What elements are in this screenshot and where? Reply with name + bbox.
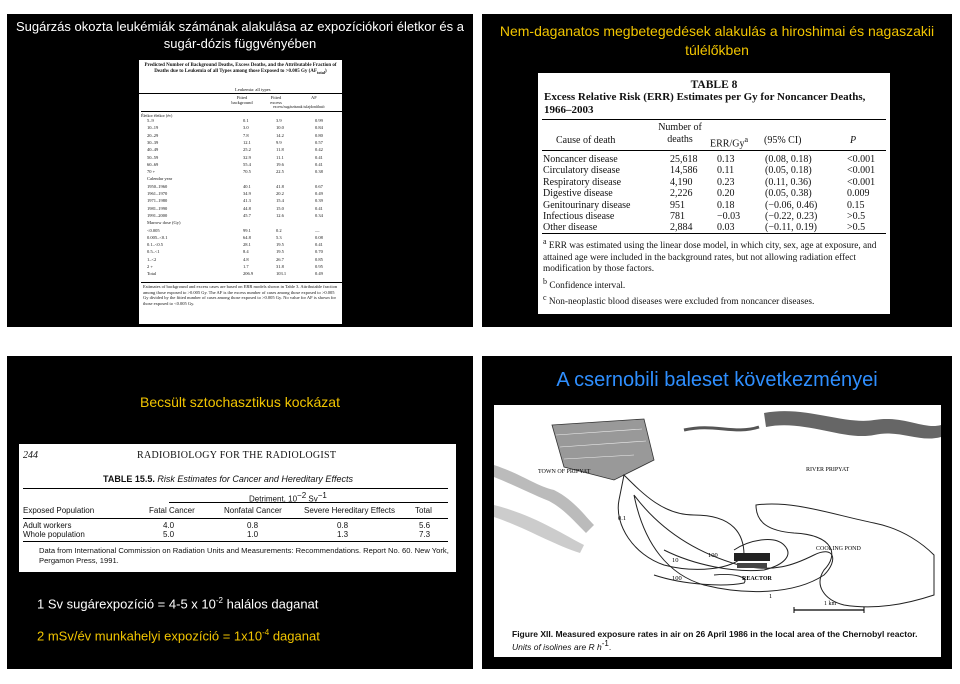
cell-cause: Noncancer disease	[543, 154, 618, 165]
label-river: RIVER PRIPYAT	[806, 467, 850, 473]
table-row	[143, 213, 338, 219]
cell-label: 60–69	[147, 161, 159, 167]
cell-b: 22.5	[276, 169, 284, 175]
cell-c: 0.38	[315, 169, 323, 175]
hdr-err: ERR/Gy$^a$	[710, 135, 749, 150]
slide-title: Becsült sztochasztikus kockázat	[140, 394, 340, 410]
cell-c: 0.70	[315, 249, 323, 255]
cell-b: 19.5	[276, 242, 284, 248]
chernobyl-map-image	[494, 405, 941, 657]
cell-a: 8.4	[243, 249, 249, 255]
running-title: RADIOBIOLOGY FOR THE RADIOLOGIST	[137, 450, 337, 461]
label-town: TOWN OF PRIPYAT	[538, 469, 591, 475]
table-caption: Predicted Number of Background Deaths, Excess Deaths, and the Attributable Fraction of Deaths due to Leukemia of all Types among those Exposed to >0.005 Gy $(AF_{total})$	[144, 63, 337, 75]
cell-label: 1–<2	[147, 256, 157, 262]
cell-label: Marrow dose (Gy)	[147, 220, 181, 226]
cell-a: 55.4	[243, 161, 251, 167]
table-row	[143, 249, 338, 255]
cell-err: 0.11	[717, 165, 735, 177]
cell-label: 40–49	[147, 147, 159, 153]
table-row	[143, 264, 338, 270]
cell-c: 0.49	[315, 271, 323, 277]
table-row	[143, 133, 338, 139]
table-row	[143, 176, 338, 182]
reactor-block	[734, 553, 770, 561]
cell-num: 781	[670, 211, 685, 222]
table-row	[543, 177, 885, 189]
cell-err: −0.03	[717, 211, 741, 222]
cell-err: 0.18	[717, 199, 735, 211]
iso-label-100a: 100	[708, 552, 718, 559]
cell-c: 0.95	[315, 264, 323, 269]
cell-a: 7.8	[243, 132, 249, 138]
note-c: Non-neoplastic blood diseases were excluded from noncancer diseases.	[548, 297, 815, 308]
cell-b: 10.0	[276, 125, 284, 131]
cell-c: 0.34	[315, 212, 323, 218]
cell-a: 3.0	[243, 125, 249, 131]
cell-b: 20.2	[276, 191, 284, 196]
iso-label-0.1: 0.1	[618, 515, 627, 522]
slide-title: A csernobili baleset következményei	[556, 369, 878, 391]
cell-label: Calendar year	[147, 176, 173, 182]
cell-a: 12.1	[243, 139, 251, 145]
cell-p: 0.15	[847, 199, 865, 211]
cell-label: 5–9	[147, 118, 154, 123]
cell-c: 0.41	[315, 205, 323, 211]
cell-b: 41.8	[276, 183, 284, 189]
leukemia-table-image	[139, 60, 342, 324]
cell-label: Total	[147, 271, 157, 277]
table-row	[143, 169, 338, 175]
cell-b: 0.2	[276, 227, 282, 233]
column-header: Total	[415, 506, 432, 515]
iso-label-10: 10	[672, 557, 679, 564]
cell-p: <0.001	[847, 165, 876, 177]
cell-a: 25.2	[243, 147, 251, 153]
cell-a: 4.8	[243, 256, 249, 262]
cell-pop: Adult workers	[23, 521, 72, 530]
table-row	[143, 118, 338, 124]
table-row	[143, 147, 338, 153]
cell-b: 31.8	[276, 264, 284, 269]
table-subtitle: Excess Relative Risk (ERR) Estimates per Gy for Noncancer Deaths, 1966–2003	[544, 91, 866, 116]
risk-line-fatal: 1 Sv sugárexpozíció = 4-5 x $10^{-2}$ halálos daganat	[37, 596, 319, 612]
hdr-cause: Cause of death	[556, 135, 616, 146]
label-pond: COOLING POND	[816, 546, 861, 552]
column-header: Nonfatal Cancer	[224, 506, 282, 515]
cell-b: 14.2	[276, 132, 284, 138]
cell-b: 103.1	[276, 271, 287, 277]
cell-c: 0.49	[315, 191, 323, 196]
table-row	[543, 211, 885, 223]
cell-c: 0.41	[315, 161, 323, 167]
iso-label-1: 1	[769, 593, 773, 600]
cell-err: 0.23	[717, 176, 735, 188]
col-background: Fitted background	[231, 95, 253, 105]
cell-b: 9.9	[276, 139, 282, 145]
cell-hered: 0.8	[337, 521, 349, 530]
table-row	[143, 257, 338, 263]
table-row	[143, 191, 338, 197]
cell-cause: Circulatory disease	[543, 165, 620, 177]
annotation-age: Életkor életkor (év)	[141, 113, 173, 118]
cell-label: 0.005–<0.1	[147, 234, 168, 240]
cell-nonfatal: 1.0	[247, 530, 259, 539]
hdr-p: P	[850, 135, 857, 146]
cell-err: 0.13	[717, 154, 735, 165]
cell-total: 5.6	[419, 521, 431, 530]
cell-label: 1961–1970	[147, 191, 168, 196]
cell-fatal: 4.0	[163, 521, 175, 530]
cell-a: 206.9	[243, 271, 254, 277]
cell-p: <0.001	[847, 176, 876, 188]
table-row	[543, 188, 885, 200]
cell-c: —	[315, 227, 320, 233]
cell-a: 44.8	[243, 205, 251, 211]
cell-cause: Infectious disease	[543, 211, 615, 222]
cell-a: 45.7	[243, 212, 251, 218]
cell-label: 2 +	[147, 264, 153, 269]
col-excess: Fitted excess	[270, 95, 282, 105]
table-row	[143, 198, 338, 204]
cell-a: 40.1	[243, 183, 251, 189]
cell-b: 15.4	[276, 198, 284, 204]
hdr-num-deaths: Number of deaths	[658, 122, 702, 145]
table-row	[143, 228, 338, 234]
cell-label: 0.1–<0.5	[147, 242, 164, 248]
cell-err: 0.03	[717, 222, 735, 234]
cell-label: 0.5–<1	[147, 249, 160, 255]
table-title: TABLE 15.5. Risk Estimates for Cancer and Hereditary Effects	[103, 474, 353, 484]
cell-a: 70.5	[243, 169, 251, 175]
hdr-ci: (95% CI)	[764, 135, 802, 146]
isoline-map	[494, 405, 941, 625]
col-group-label: Leukemia: all types	[235, 87, 271, 92]
cell-ci: (−0.22, 0.23)	[765, 211, 818, 222]
col-af: AF	[311, 95, 317, 100]
note-a: ERR was estimated using the linear dose model, in which city, sex, age at exposure, and attained age were included in the background rates, but not allowing radiation effect modification by those factors.	[543, 241, 877, 275]
cell-p: >0.5	[847, 211, 866, 222]
slide-title: Sugárzás okozta leukémiák számának alakulása az expozíciókori életkor és a sugár-dózis függvényében	[15, 19, 464, 51]
label-scale: 1 km	[824, 601, 837, 607]
cell-c: 0.39	[315, 198, 323, 204]
note-b: Confidence interval.	[549, 280, 626, 291]
page-number: 244	[23, 450, 38, 461]
cell-total: 7.3	[419, 530, 431, 539]
cell-label: 1991–2000	[147, 212, 168, 218]
cell-ci: (−0.11, 0.19)	[765, 222, 817, 234]
noncancer-table-image	[538, 73, 890, 314]
cell-ci: (−0.06, 0.46)	[765, 199, 818, 211]
cell-b: 11.8	[276, 147, 284, 153]
detriment-header: Detriment, $10^{-2}$ $Sv^{-1}$	[249, 491, 327, 504]
cell-cause: Digestive disease	[543, 188, 613, 200]
cell-label: <0.005	[147, 227, 160, 233]
cell-num: 4,190	[670, 176, 693, 188]
table-footnote: Estimates of background and excess cases are based on ERR models shown in Table 3. Attributable fraction among those exposed to >0.005 Gy. The AF is the excess number of cases among those exposed to >0.005 Gy divided by the fitted number of cases among those exposed to >0.005 Gy. No value for AF is shown for those exposed to <0.005 Gy.	[143, 284, 338, 306]
cell-pop: Whole population	[23, 530, 85, 539]
slide-noncancer	[482, 14, 952, 327]
slide-leukemia	[7, 14, 473, 327]
cell-a: 64.8	[243, 234, 251, 240]
column-header: Exposed Population	[23, 506, 95, 515]
table-row	[143, 271, 338, 277]
cell-c: 0.42	[315, 147, 323, 153]
cell-num: 25,618	[670, 154, 698, 165]
map-caption: Figure XII. Measured exposure rates in air on 26 April 1986 in the local area of the Chernobyl reactor. Units of isolines are R $h^{-1}$.	[512, 629, 918, 652]
annotation-excess: excess/sugárzásnak tulajdonítható	[273, 105, 325, 109]
cell-b: 3.9	[276, 118, 282, 123]
cell-b: 12.6	[276, 212, 284, 218]
table-row	[143, 220, 338, 226]
cell-label: 30–39	[147, 139, 159, 145]
cell-cause: Other disease	[543, 222, 598, 234]
iso-label-100b: 100	[672, 575, 682, 582]
cell-fatal: 5.0	[163, 530, 175, 539]
cell-a: 99.1	[243, 227, 251, 233]
table-source: Data from International Commission on Radiation Units and Measurements: Recommendations. Report No. 60. New York, Pergamon Press, 1991.	[39, 546, 449, 565]
cell-a: 28.1	[243, 242, 251, 248]
cell-label: 1981–1990	[147, 205, 168, 211]
cell-ci: (0.05, 0.38)	[765, 188, 812, 200]
table-title: TABLE 8	[690, 79, 738, 91]
table-row	[143, 155, 338, 161]
cell-p: 0.009	[847, 188, 870, 200]
cell-p: >0.5	[847, 222, 866, 234]
cell-c: 0.08	[315, 234, 323, 240]
label-reactor: REACTOR	[742, 576, 772, 582]
cell-b: 19.5	[276, 249, 284, 255]
table-row	[143, 140, 338, 146]
cell-c: 0.67	[315, 183, 323, 189]
table-row	[143, 162, 338, 168]
cell-cause: Respiratory disease	[543, 176, 622, 188]
table-row	[143, 125, 338, 131]
cell-c: 0.57	[315, 139, 323, 145]
table-row	[543, 200, 885, 212]
cell-err: 0.20	[717, 188, 735, 200]
cell-num: 2,226	[670, 188, 693, 200]
cell-label: 1971–1980	[147, 198, 168, 204]
table-row	[143, 235, 338, 241]
cell-b: 15.0	[276, 205, 284, 211]
cell-c: 0.41	[315, 242, 323, 248]
cell-nonfatal: 0.8	[247, 521, 259, 530]
cell-num: 2,884	[670, 222, 693, 234]
slide-stochastic-risk	[7, 356, 473, 669]
cell-ci: (0.05, 0.18)	[765, 165, 812, 177]
cell-p: <0.001	[847, 154, 876, 165]
cell-c: 0.85	[315, 256, 323, 262]
column-header: Fatal Cancer	[149, 506, 195, 515]
cell-cause: Genitourinary disease	[543, 199, 631, 211]
cell-c: 0.99	[315, 118, 323, 123]
cell-label: 20–29	[147, 132, 159, 138]
cell-label: 70 +	[147, 169, 156, 175]
cell-num: 14,586	[670, 165, 698, 177]
cell-c: 0.84	[315, 125, 323, 131]
table-row	[143, 242, 338, 248]
cell-b: 5.3	[276, 234, 282, 240]
cell-b: 26.7	[276, 256, 284, 262]
table-notes: $^a$ ERR was estimated using the linear dose model, in which city, sex, age at exposure, and attained age were included in the background rates, but not allowing radiation effect modification by those factors. $^b$ Confidence interval. $^c$ Non-neoplastic blood diseases were excluded from noncancer diseases.	[543, 237, 877, 308]
cell-ci: (0.11, 0.36)	[765, 176, 812, 188]
table-row	[143, 184, 338, 190]
risk-table-image	[19, 444, 456, 572]
cell-label: 50–59	[147, 154, 159, 160]
cell-a: 1.7	[243, 264, 249, 269]
cell-num: 951	[670, 199, 685, 211]
cell-hered: 1.3	[337, 530, 349, 539]
cell-a: 34.9	[243, 191, 251, 196]
risk-line-occupational: 2 mSv/év munkahelyi expozíció = $1x10^{-4}$ daganat	[37, 628, 320, 644]
cell-b: 19.6	[276, 161, 284, 167]
cell-b: 11.1	[276, 154, 284, 160]
cell-a: 0.1	[243, 118, 249, 123]
cell-a: 41.3	[243, 198, 251, 204]
table-row	[543, 165, 885, 177]
cell-a: 32.9	[243, 154, 251, 160]
table-row	[143, 206, 338, 212]
column-header: Severe Hereditary Effects	[304, 506, 396, 515]
cell-label: 1950–1960	[147, 183, 168, 189]
cell-c: 0.80	[315, 132, 323, 138]
cell-ci: (0.08, 0.18)	[765, 154, 812, 165]
slide-chernobyl	[482, 356, 952, 669]
table-row	[543, 154, 885, 166]
slide-title: Nem-daganatos megbetegedések alakulás a hiroshimai és nagaszakii túlélőkben	[499, 23, 935, 58]
cell-label: 10–19	[147, 125, 159, 131]
cell-c: 0.41	[315, 154, 323, 160]
